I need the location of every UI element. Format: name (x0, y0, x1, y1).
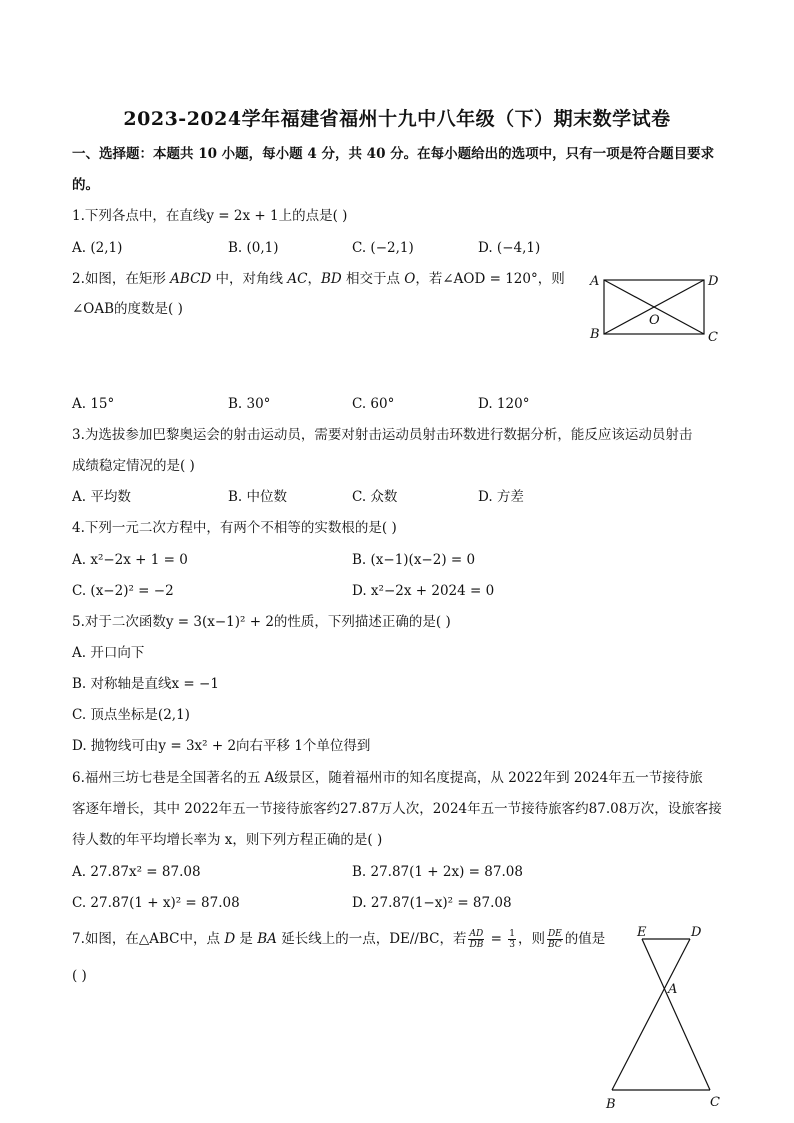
q7-text-4: ，则 (517, 931, 545, 947)
q4-option-b: B. (x−1)(x−2) = 0 (352, 552, 476, 568)
q6-stem-line1: 6.福州三坊七巷是全国著名的五 A级景区，随着福州市的知名度提高，从 2022年到 2024年五一节接待旅 (72, 770, 703, 786)
q2-text-4: 相交于点 (341, 271, 405, 287)
q6-option-d: D. 27.87(1−x)² = 87.08 (352, 895, 512, 911)
q2-option-b: B. 30° (228, 396, 271, 412)
frac1-denominator: DB (469, 940, 484, 950)
label-b: B (606, 1097, 616, 1112)
q6-option-a: A. 27.87x² = 87.08 (72, 864, 201, 880)
q2-diag-bd: BD (320, 271, 342, 287)
q6-option-b: B. 27.87(1 + 2x) = 87.08 (352, 864, 523, 880)
q2-option-c: C. 60° (352, 396, 395, 412)
segment-ec (642, 939, 710, 1090)
label-c: C (710, 1095, 720, 1110)
q6-option-c: C. 27.87(1 + x)² = 87.08 (72, 895, 240, 911)
label-b: B (590, 327, 600, 342)
q5-option-b: B. 对称轴是直线x = −1 (72, 676, 219, 692)
frac2-numerator: 1 (509, 929, 515, 939)
q2-text-3: ， (307, 271, 321, 287)
q7-text-2: 是 (235, 931, 258, 947)
q2-stem-line2: ∠OAB的度数是( ) (72, 301, 183, 317)
q5-option-a: A. 开口向下 (72, 645, 145, 661)
q3-option-d: D. 方差 (478, 489, 524, 505)
label-d: D (708, 274, 719, 289)
q4-option-d: D. x²−2x + 2024 = 0 (352, 583, 495, 599)
q7-stem-line1 (72, 929, 605, 950)
q1-option-c: C. (−2,1) (352, 240, 414, 256)
label-a: A (668, 982, 678, 997)
page-title: 2023-2024学年福建省福州十九中八年级（下）期末数学试卷 (123, 108, 671, 130)
q2-point-o: O (404, 271, 416, 287)
q5-stem: 5.对于二次函数y = 3(x−1)² + 2的性质，下列描述正确的是( ) (72, 614, 451, 630)
q2-stem-line1 (72, 269, 565, 289)
label-c: C (708, 330, 718, 345)
label-d: D (691, 925, 702, 940)
section-heading-line2: 的。 (72, 177, 99, 193)
q3-option-a: A. 平均数 (72, 489, 131, 505)
q1-option-a: A. (2,1) (72, 240, 123, 256)
q7-text-3: 延长线上的一点，DE//BC，若 (276, 931, 467, 947)
q7-fraction-de-bc (547, 929, 563, 950)
q2-text-2: 中，对角线 (211, 271, 288, 287)
label-o: O (649, 313, 660, 328)
q2-option-a: A. 15° (72, 396, 115, 412)
segment-db (612, 939, 690, 1090)
label-a: A (590, 274, 600, 289)
q7-text-5: 的值是 (564, 931, 606, 947)
frac3-denominator: BC (548, 940, 562, 950)
q2-text-5: ，若∠AOD = 120°，则 (415, 271, 565, 287)
frac2-denominator: 3 (509, 940, 515, 950)
q3-stem-line2: 成绩稳定情况的是( ) (72, 458, 195, 474)
q4-option-c: C. (x−2)² = −2 (72, 583, 174, 599)
q7-fraction-ad-db (468, 929, 484, 950)
q6-stem-line2: 客逐年增长，其中 2022年五一节接待旅客约27.87万人次，2024年五一节接待旅客约87.08万次，设旅客接 (72, 801, 722, 817)
q2-rectangle-figure (584, 268, 724, 348)
q3-stem-line1: 3.为选拔参加巴黎奥运会的射击运动员，需要对射击运动员射击环数进行数据分析，能反应该运动员射击 (72, 427, 693, 443)
q4-option-a: A. x²−2x + 1 = 0 (72, 552, 188, 568)
q7-triangle-figure (600, 920, 730, 1115)
frac1-numerator: AD (469, 929, 484, 939)
q7-text-1: 7.如图，在△ABC中，点 (72, 931, 225, 947)
q1-option-b: B. (0,1) (228, 240, 279, 256)
q5-option-d: D. 抛物线可由y = 3x² + 2向右平移 1个单位得到 (72, 738, 371, 754)
q3-option-c: C. 众数 (352, 489, 398, 505)
q7-point-d: D (224, 931, 236, 947)
q7-equals: = (486, 931, 507, 947)
q7-fraction-one-third (508, 929, 516, 950)
q2-text-1: 2.如图，在矩形 (72, 271, 171, 287)
q7-seg-ba: BA (257, 931, 277, 947)
q6-stem-line3: 待人数的年平均增长率为 x，则下列方程正确的是( ) (72, 832, 383, 848)
q3-option-b: B. 中位数 (228, 489, 288, 505)
q1-option-d: D. (−4,1) (478, 240, 541, 256)
q2-diag-ac: AC (287, 271, 308, 287)
q1-stem: 1.下列各点中，在直线y = 2x + 1上的点是( ) (72, 208, 348, 224)
frac3-numerator: DE (547, 929, 562, 939)
q4-stem: 4.下列一元二次方程中，有两个不相等的实数根的是( ) (72, 520, 397, 536)
q2-option-d: D. 120° (478, 396, 530, 412)
label-e: E (637, 925, 647, 940)
section-heading-line1: 一、选择题：本题共 10 小题，每小题 4 分，共 40 分。在每小题给出的选项中，只有一项是符合题目要求 (72, 146, 715, 162)
q2-rect-name: ABCD (170, 271, 212, 287)
q7-stem-line2: ( ) (72, 968, 87, 984)
q5-option-c: C. 顶点坐标是(2,1) (72, 707, 190, 723)
